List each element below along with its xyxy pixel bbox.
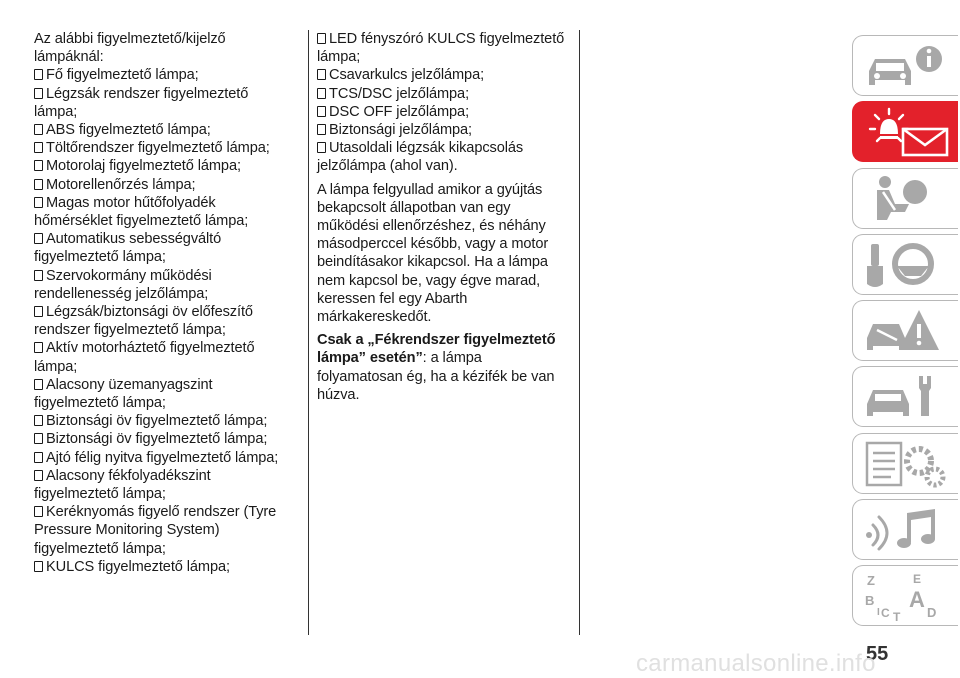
item-label: Fő figyelmeztető lámpa; xyxy=(46,67,199,84)
item-label: Keréknyomás figyelő rendszer (Tyre xyxy=(46,504,277,521)
item-label: Automatikus sebességváltó xyxy=(46,231,222,248)
car-warning-triangle-icon xyxy=(863,306,949,356)
paragraph-line: működési ellenőrzéshez, és néhány xyxy=(317,218,546,235)
warning-light-list xyxy=(34,66,302,576)
checkbox-icon xyxy=(34,379,43,390)
tab-dashboard-info[interactable] xyxy=(852,35,958,96)
warning-light-item xyxy=(317,121,573,139)
note-bold-line: Csak a „Fékrendszer figyelmeztető xyxy=(317,332,556,349)
brake-note xyxy=(317,331,573,404)
item-label: Alacsony üzemanyagszint xyxy=(46,376,213,393)
tab-starting-driving[interactable] xyxy=(852,234,958,295)
alphabetical-index-icon xyxy=(863,571,949,621)
left-column xyxy=(34,30,302,576)
warning-light-item xyxy=(34,230,302,266)
checkbox-icon xyxy=(317,142,326,153)
item-label: Biztonsági öv figyelmeztető lámpa; xyxy=(46,431,268,448)
item-label-continued: figyelmeztető lámpa; xyxy=(34,486,166,503)
warning-light-item xyxy=(34,339,302,375)
item-label: Motorellenőrzés lámpa; xyxy=(46,176,196,193)
warning-light-item xyxy=(34,157,302,175)
checkbox-icon xyxy=(34,342,43,353)
warning-light-item xyxy=(34,194,302,230)
item-label-continued: lámpa; xyxy=(317,49,361,66)
checkbox-icon xyxy=(34,233,43,244)
item-label: Légzsák rendszer figyelmeztető xyxy=(46,85,249,102)
warning-light-item xyxy=(34,503,302,558)
item-label: Biztonsági öv figyelmeztető lámpa; xyxy=(46,413,268,430)
checkbox-icon xyxy=(34,415,43,426)
checkbox-icon xyxy=(34,69,43,80)
note-text: : a lámpa xyxy=(422,350,482,367)
warning-light-item xyxy=(34,558,302,576)
warning-light-item xyxy=(317,85,573,103)
checkbox-icon xyxy=(34,561,43,572)
item-label-continued: figyelmeztető lámpa; xyxy=(34,249,166,266)
item-label-continued: jelzőlámpa (ahol van). xyxy=(317,158,458,175)
item-label: Töltőrendszer figyelmeztető lámpa; xyxy=(46,140,270,157)
tab-warning-lights[interactable] xyxy=(852,101,958,162)
paragraph-line: bekapcsolt állapotban van egy xyxy=(317,199,511,216)
item-label: DSC OFF jelzőlámpa; xyxy=(329,103,470,120)
paragraph-line: keressen fel egy Abarth xyxy=(317,290,468,307)
warning-light-list-continued xyxy=(317,30,573,176)
tab-multimedia[interactable] xyxy=(852,499,958,560)
explanation-paragraph xyxy=(317,181,573,327)
checkbox-icon xyxy=(34,452,43,463)
item-label-continued: rendellenesség jelzőlámpa; xyxy=(34,285,209,302)
checkbox-icon xyxy=(317,88,326,99)
index-letter: A xyxy=(909,587,925,613)
checkbox-icon xyxy=(34,124,43,135)
item-label-continued: figyelmeztető lámpa; xyxy=(34,540,166,557)
warning-light-item xyxy=(317,139,573,175)
item-label-continued: lámpa; xyxy=(34,358,78,375)
intro-line: Az alábbi figyelmeztető/kijelző xyxy=(34,31,226,47)
column-divider xyxy=(579,30,580,635)
warning-light-item xyxy=(34,467,302,503)
tab-safety[interactable] xyxy=(852,168,958,229)
item-label: KULCS figyelmeztető lámpa; xyxy=(46,558,230,575)
paragraph-line: másodperccel később, vagy a motor xyxy=(317,236,549,253)
item-label: LED fényszóró KULCS figyelmeztető xyxy=(329,31,565,47)
item-label-continued: lámpa; xyxy=(34,103,78,120)
checkbox-icon xyxy=(34,470,43,481)
paragraph-line: márkakereskedőt. xyxy=(317,309,432,326)
checkbox-icon xyxy=(34,88,43,99)
paragraph-line: beindításakor kikapcsol. Ha a lámpa xyxy=(317,254,548,271)
seat-airbag-icon xyxy=(863,174,949,224)
index-letter: B xyxy=(865,593,875,609)
warning-light-item xyxy=(34,430,302,448)
item-label-continued: figyelmeztető lámpa; xyxy=(34,395,166,412)
tab-emergency[interactable] xyxy=(852,300,958,361)
checkbox-icon xyxy=(317,69,326,80)
intro-line: lámpáknál: xyxy=(34,49,104,66)
index-letter: C xyxy=(881,606,890,621)
note-bold-line: lámpa” esetén” xyxy=(317,350,423,367)
warning-light-item xyxy=(317,66,573,84)
item-label: Aktív motorháztető figyelmeztető xyxy=(46,340,255,357)
checkbox-icon xyxy=(34,506,43,517)
checkbox-icon xyxy=(34,433,43,444)
index-letter: E xyxy=(913,572,922,587)
warning-light-item xyxy=(34,176,302,194)
item-label-continued: rendszer figyelmeztető lámpa; xyxy=(34,322,226,339)
item-label: Ajtó félig nyitva figyelmeztető lámpa; xyxy=(46,449,279,466)
checkbox-icon xyxy=(34,179,43,190)
right-column xyxy=(317,30,573,404)
key-steering-wheel-icon xyxy=(863,240,949,290)
warning-light-item xyxy=(34,66,302,84)
page-number: 55 xyxy=(866,643,889,665)
checkbox-icon xyxy=(34,142,43,153)
warning-light-item xyxy=(317,30,573,66)
tab-technical-specifications[interactable] xyxy=(852,433,958,494)
warning-lights-icon xyxy=(863,107,949,157)
note-text: húzva. xyxy=(317,386,360,403)
checkbox-icon xyxy=(317,33,326,44)
checkbox-icon xyxy=(34,306,43,317)
index-letter: Z xyxy=(867,573,875,589)
checkbox-icon xyxy=(34,197,43,208)
tab-maintenance[interactable] xyxy=(852,366,958,427)
multimedia-note-icon xyxy=(863,505,949,555)
checkbox-icon xyxy=(34,160,43,171)
tab-index[interactable] xyxy=(852,565,958,626)
index-letter: I xyxy=(877,607,880,619)
checkbox-icon xyxy=(34,270,43,281)
warning-light-item xyxy=(34,412,302,430)
car-wrench-icon xyxy=(863,372,949,422)
column-divider xyxy=(308,30,309,635)
item-label: Motorolaj figyelmeztető lámpa; xyxy=(46,158,241,175)
item-label: Magas motor hűtőfolyadék xyxy=(46,194,216,211)
item-label: Utasoldali légzsák kikapcsolás xyxy=(329,140,524,157)
paragraph-line: A lámpa felgyullad amikor a gyújtás xyxy=(317,181,543,198)
item-label: Csavarkulcs jelzőlámpa; xyxy=(329,67,485,84)
warning-light-item xyxy=(317,103,573,121)
checkbox-icon xyxy=(317,106,326,117)
warning-light-item xyxy=(34,267,302,303)
warning-light-item xyxy=(34,85,302,121)
item-label: Szervokormány működési xyxy=(46,267,212,284)
index-letter: D xyxy=(927,605,937,621)
warning-light-item xyxy=(34,376,302,412)
specifications-gear-icon xyxy=(863,439,949,489)
item-label: Biztonsági jelzőlámpa; xyxy=(329,122,473,139)
item-label: ABS figyelmeztető lámpa; xyxy=(46,122,211,139)
note-text: folyamatosan ég, ha a kézifék be van xyxy=(317,368,555,385)
checkbox-icon xyxy=(317,124,326,135)
warning-light-item xyxy=(34,121,302,139)
watermark: carmanualsonline.info xyxy=(636,650,876,677)
warning-light-item xyxy=(34,449,302,467)
warning-light-item xyxy=(34,303,302,339)
item-label: Alacsony fékfolyadékszint xyxy=(46,467,211,484)
chapter-tabs xyxy=(852,35,960,632)
car-info-icon xyxy=(863,41,949,91)
index-letter: T xyxy=(893,610,901,622)
item-label: Légzsák/biztonsági öv előfeszítő xyxy=(46,304,253,321)
paragraph-line: nem kapcsol be, vagy égve marad, xyxy=(317,272,541,289)
item-label-continued: hőmérséklet figyelmeztető lámpa; xyxy=(34,213,249,230)
warning-light-item xyxy=(34,139,302,157)
item-label: TCS/DSC jelzőlámpa; xyxy=(329,85,470,102)
item-label-continued: Pressure Monitoring System) xyxy=(34,522,220,539)
